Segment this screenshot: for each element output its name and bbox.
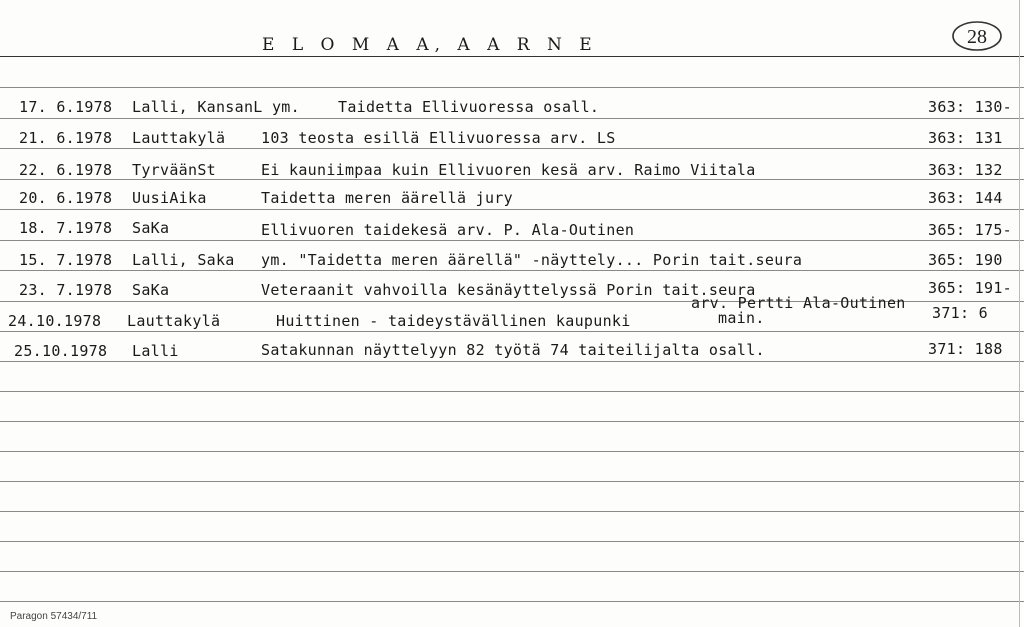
ruled-line <box>0 421 1024 422</box>
entry-source: Lalli, KansanL ym. <box>132 98 300 116</box>
entry-ref: 371: 188 <box>928 340 1003 358</box>
card-printer-mark: Paragon 57434/711 <box>10 611 98 622</box>
ruled-line <box>0 87 1024 88</box>
entry-text: Huittinen - taideystävällinen kaupunki <box>276 312 631 330</box>
entry-text: Veteraanit vahvoilla kesänäyttelyssä Porin tait.seura <box>261 281 756 299</box>
ruled-line <box>0 270 1024 271</box>
ruled-line <box>0 331 1024 332</box>
entry-date: 24.10.1978 <box>8 312 102 330</box>
ruled-line <box>0 240 1024 241</box>
card-number: 28 <box>967 26 987 48</box>
entry-text: Satakunnan näyttelyyn 82 työtä 74 taiteilijalta osall. <box>261 341 765 359</box>
entry-note: main. <box>718 309 765 327</box>
entry-date: 21. 6.1978 <box>19 129 113 147</box>
entry-ref: 363: 131 <box>928 129 1003 147</box>
ruled-line <box>0 571 1024 572</box>
entry-source: Lauttakylä <box>132 129 226 147</box>
entry-text: Ei kauniimpaa kuin Ellivuoren kesä arv. Raimo Viitala <box>261 161 756 179</box>
entry-text: Taidetta Ellivuoressa osall. <box>338 98 600 116</box>
entry-source: Lalli, Saka <box>132 251 235 269</box>
ruled-line <box>0 511 1024 512</box>
entry-date: 18. 7.1978 <box>19 219 113 237</box>
entry-date: 17. 6.1978 <box>19 98 113 116</box>
entry-date: 22. 6.1978 <box>19 161 113 179</box>
entry-source: TyrväänSt <box>132 161 216 179</box>
ruled-line <box>0 179 1024 180</box>
ruled-line <box>0 118 1024 119</box>
entry-ref: 363: 130- <box>928 98 1012 116</box>
ruled-line <box>0 541 1024 542</box>
entry-source: SaKa <box>132 281 170 299</box>
entry-ref: 365: 175- <box>928 221 1012 239</box>
entry-source: Lauttakylä <box>127 312 221 330</box>
entry-ref: 363: 144 <box>928 189 1003 207</box>
right-edge <box>1019 0 1020 627</box>
ruled-line <box>0 209 1024 210</box>
entry-text: Ellivuoren taidekesä arv. P. Ala-Outinen <box>261 221 635 239</box>
entry-ref: 365: 190 <box>928 251 1003 269</box>
entry-ref: 371: 6 <box>932 304 988 322</box>
entry-text: ym. "Taidetta meren äärellä" -näyttely... Porin tait.seura <box>261 251 803 269</box>
reviewer-note: arv. Pertti Ala-Outinen <box>691 294 906 312</box>
ruled-line <box>0 451 1024 452</box>
entry-date: 23. 7.1978 <box>19 281 113 299</box>
ruled-line <box>0 361 1024 362</box>
entry-text: 103 teosta esillä Ellivuoressa arv. LS <box>261 129 616 147</box>
entry-ref: 363: 132 <box>928 161 1003 179</box>
entry-ref: 365: 191- <box>928 279 1012 297</box>
header-rule <box>0 56 1024 57</box>
entry-source: Lalli <box>132 342 179 360</box>
entry-text: Taidetta meren äärellä jury <box>261 189 513 207</box>
entry-date: 20. 6.1978 <box>19 189 113 207</box>
entry-date: 15. 7.1978 <box>19 251 113 269</box>
entry-source: SaKa <box>132 219 170 237</box>
ruled-line <box>0 481 1024 482</box>
ruled-line <box>0 391 1024 392</box>
card-title: E L O M A A, A A R N E <box>262 35 598 55</box>
card-number-stamp <box>951 20 1003 52</box>
entry-date: 25.10.1978 <box>14 342 108 360</box>
ruled-line <box>0 148 1024 149</box>
ruled-line <box>0 601 1024 602</box>
entry-source: UusiAika <box>132 189 207 207</box>
